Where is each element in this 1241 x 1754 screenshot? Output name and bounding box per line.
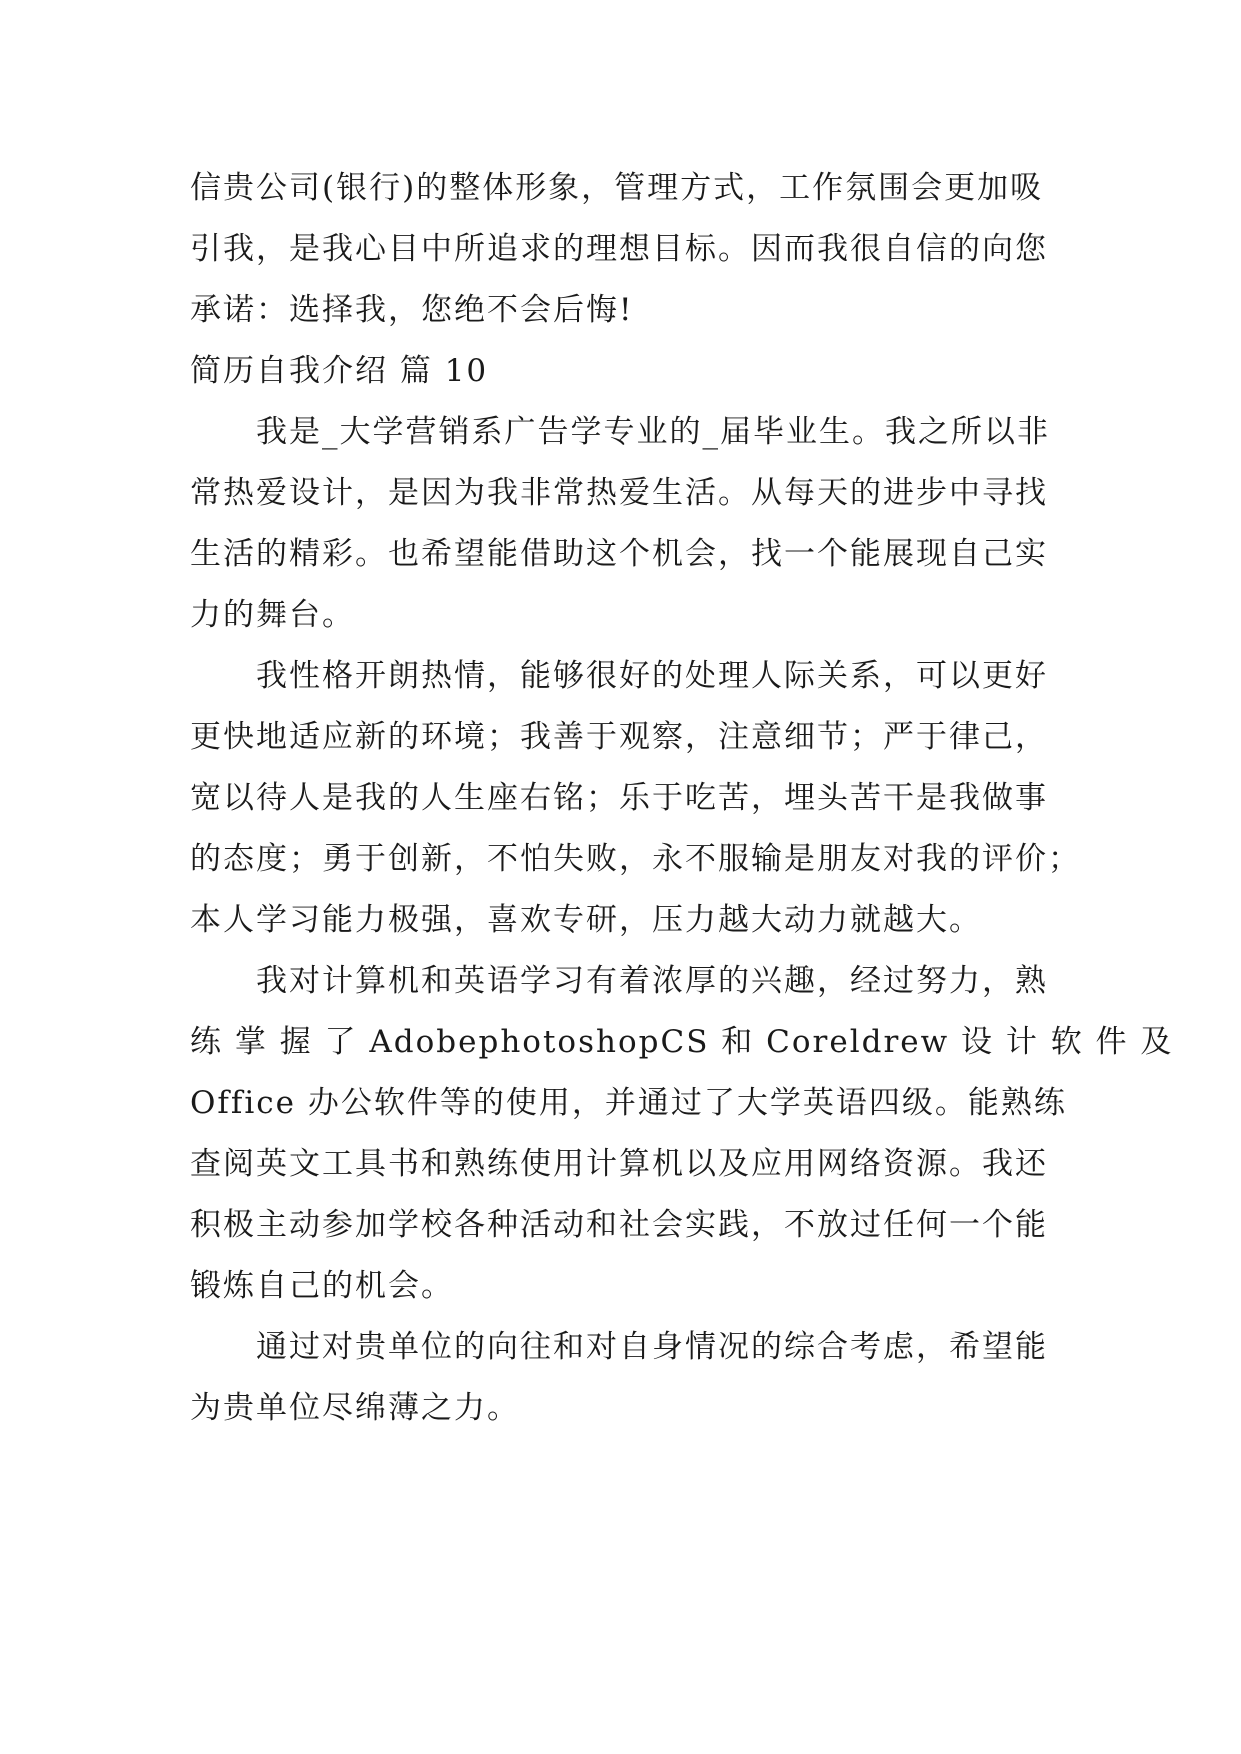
paragraph-line: 生活的精彩。也希望能借助这个机会，找一个能展现自己实	[190, 536, 1048, 572]
paragraph-line: 为贵单位尽绵薄之力。	[190, 1390, 520, 1426]
paragraph-line: 积极主动参加学校各种活动和社会实践，不放过任何一个能	[190, 1207, 1048, 1243]
paragraph-line: 常热爱设计，是因为我非常热爱生活。从每天的进步中寻找	[190, 475, 1048, 511]
paragraph-line: 我是_大学营销系广告学专业的_届毕业生。我之所以非	[256, 414, 1050, 450]
paragraph-line: 我性格开朗热情，能够很好的处理人际关系，可以更好	[256, 658, 1048, 694]
paragraph-line: 我对计算机和英语学习有着浓厚的兴趣，经过努力，熟	[256, 963, 1048, 999]
paragraph-line: 查阅英文工具书和熟练使用计算机以及应用网络资源。我还	[190, 1146, 1048, 1182]
paragraph-line: 宽以待人是我的人生座右铭；乐于吃苦，埋头苦干是我做事	[190, 780, 1048, 816]
paragraph-line: 力的舞台。	[190, 597, 355, 633]
paragraph-line: 练 掌 握 了 AdobephotoshopCS 和 Coreldrew 设 计 软 件 及	[190, 1024, 1174, 1060]
paragraph-line: 锻炼自己的机会。	[190, 1268, 454, 1304]
section-heading: 简历自我介绍 篇 10	[190, 353, 489, 389]
paragraph-line: 更快地适应新的环境；我善于观察，注意细节；严于律己，	[190, 719, 1048, 755]
paragraph-line: 引我，是我心目中所追求的理想目标。因而我很自信的向您	[190, 231, 1048, 267]
paragraph-line: 本人学习能力极强，喜欢专研，压力越大动力就越大。	[190, 902, 982, 938]
paragraph-line: 信贵公司(银行)的整体形象，管理方式，工作氛围会更加吸	[190, 170, 1044, 206]
paragraph-line: Office 办公软件等的使用，并通过了大学英语四级。能熟练	[190, 1085, 1067, 1121]
paragraph-line: 通过对贵单位的向往和对自身情况的综合考虑，希望能	[256, 1329, 1048, 1365]
paragraph-line: 承诺：选择我，您绝不会后悔!	[190, 292, 634, 328]
document-body	[190, 158, 1174, 1439]
paragraph-line: 的态度；勇于创新，不怕失败，永不服输是朋友对我的评价；	[190, 841, 1081, 877]
